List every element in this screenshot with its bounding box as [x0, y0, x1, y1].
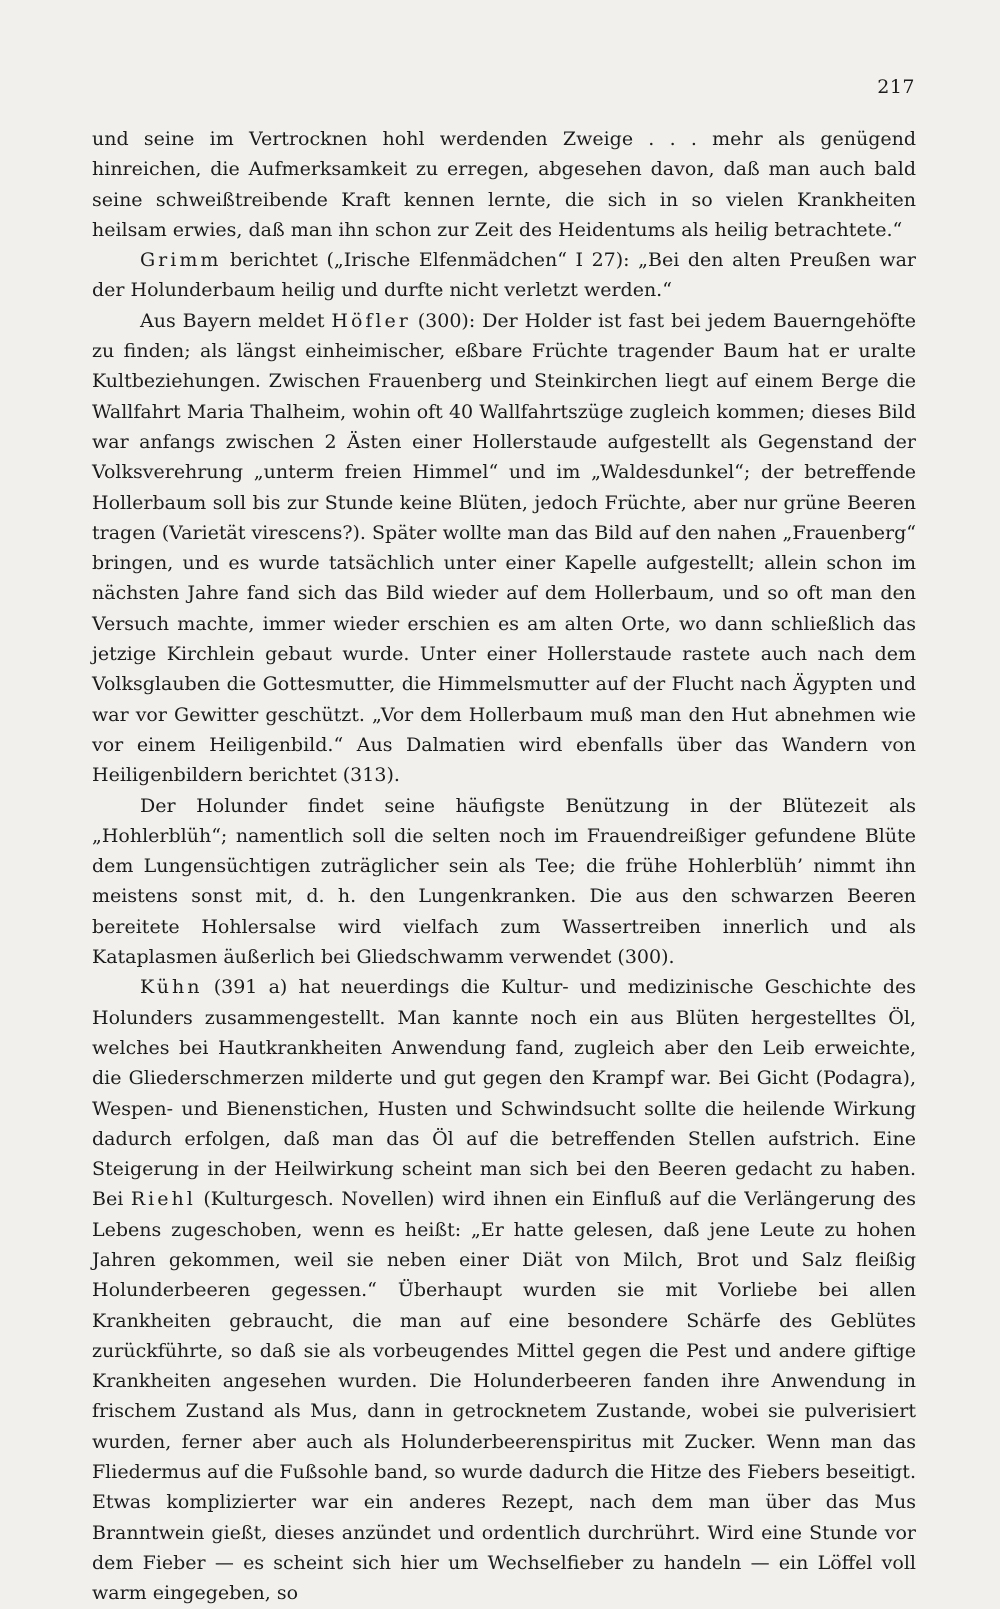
text-segment: Der Holunder findet seine häufigste Benützung in der Blütezeit als „Hohlerblüh“; namentlich soll die selten noch im Frauendreißiger gefundene Blüte dem Lungensüchtigen zuträglicher sein als Tee; die frühe Hohlerblüh’ nimmt ihn meistens sonst mit, d. h. den Lungenkranken. Die aus den schwarzen Beeren bereitete Hohlersalse wird vielfach zum Wassertreiben innerlich und als Kataplasmen äußerlich bei Gliedschwamm verwendet (300). [92, 794, 916, 969]
paragraph [92, 972, 916, 1608]
text-segment: und seine im Vertrocknen hohl werdenden Zweige . . . mehr als genügend hinreichen, die Aufmerksamkeit zu erregen, abgesehen davon, daß man auch bald seine schweißtreibende Kraft kennen lernte, die sich in so vielen Krankheiten heilsam erwies, daß man ihn schon zur Zeit des Heidentums als heilig betrachtete.“ [92, 128, 916, 241]
text-segment: (300): Der Holder ist fast bei jedem Bauerngehöfte zu finden; als längst einheimischer, eßbare Früchte tragender Baum hat er uralte Kultbeziehungen. Zwischen Frauenberg und Steinkirchen liegt auf einem Berge die Wallfahrt Maria Thalheim, wohin oft 40 Wallfahrtszüge zugleich kommen; dieses Bild war anfangs zwischen 2 Ästen einer Hollerstaude aufgestellt als Gegenstand der Volksverehrung „unterm freien Himmel“ und im „Waldesdunkel“; der betreffende Hollerbaum soll bis zur Stunde keine Blüten, jedoch Früchte, aber nur grüne Beeren tragen (Varietät virescens?). Später wollte man das Bild auf den nahen „Frauenberg“ bringen, und es wurde tatsächlich unter einer Kapelle aufgestellt; allein schon im nächsten Jahre fand sich das Bild wieder auf dem Hollerbaum, und so oft man den Versuch machte, immer wieder erschien es am alten Orte, wo dann schließlich das jetzige Kirchlein gebaut wurde. Unter einer Hollerstaude rastete auch nach dem Volksglauben die Gottesmutter, die Himmelsmutter auf der Flucht nach Ägypten und war vor Gewitter geschützt. „Vor dem Hollerbaum muß man den Hut abnehmen wie vor einem Heiligenbild.“ Aus Dalmatien wird ebenfalls über das Wandern von Heiligenbildern berichtet (313). [92, 309, 917, 787]
paragraph [92, 791, 916, 973]
spaced-name: Kühn [140, 976, 203, 999]
paragraph [92, 306, 916, 791]
text-segment: (Kulturgesch. Novellen) wird ihnen ein Einfluß auf die Verlängerung des Lebens zugeschoben, wenn es heißt: „Er hatte gelesen, daß jene Leute zu hohen Jahren gekommen, weil sie neben einer Diät von Milch, Brot und Salz fleißig Holunderbeeren gegessen.“ Überhaupt wurden sie mit Vorliebe bei allen Krankheiten gebraucht, die man auf eine besondere Schärfe des Geblütes zurückführte, so daß sie als vorbeugendes Mittel gegen die Pest und andere giftige Krankheiten angesehen wurden. Die Holunderbeeren fanden ihre Anwendung in frischem Zustand als Mus, dann in getrocknetem Zustande, wobei sie pulverisiert wurden, ferner aber auch als Holunderbeerenspiritus mit Zucker. Wenn man das Fliedermus auf die Fußsohle band, so wurde dadurch die Hitze des Fiebers beseitigt. Etwas komplizierter war ein anderes Rezept, nach dem man über das Mus Branntwein gießt, dieses anzündet und ordentlich durchrührt. Wird eine Stunde vor dem Fieber — es scheint sich hier um Wechselfieber zu handeln — ein Löffel voll warm eingegeben, so [92, 1188, 916, 1605]
spaced-name: Höfler [331, 309, 411, 332]
text-segment: Aus Bayern meldet [140, 309, 332, 332]
spaced-name: Riehl [130, 1188, 196, 1211]
text-segment: (391 a) hat neuerdings die Kultur- und medizinische Geschichte des Holunders zusammengestellt. Man kannte noch ein aus Blüten hergestelltes Öl, welches bei Hautkrankheiten Anwendung fand, zugleich aber den Leib erweichte, die Gliederschmerzen milderte und gut gegen den Krampf war. Bei Gicht (Podagra), Wespen- und Bienenstichen, Husten und Schwindsucht sollte die heilende Wirkung dadurch erfolgen, daß man das Öl auf die betreffenden Stellen aufstrich. Eine Steigerung in der Heilwirkung scheint man sich bei den Beeren gedacht zu haben. Bei [92, 976, 916, 1211]
body-text [92, 124, 916, 1609]
paragraph [92, 124, 916, 245]
paragraph [92, 245, 916, 306]
spaced-name: Grimm [140, 249, 222, 272]
text-segment: berichtet („Irische Elfenmädchen“ I 27): „Bei den alten Preußen war der Holunderbaum heilig und durfte nicht verletzt werden.“ [92, 249, 916, 302]
page-number: 217 [877, 76, 915, 98]
